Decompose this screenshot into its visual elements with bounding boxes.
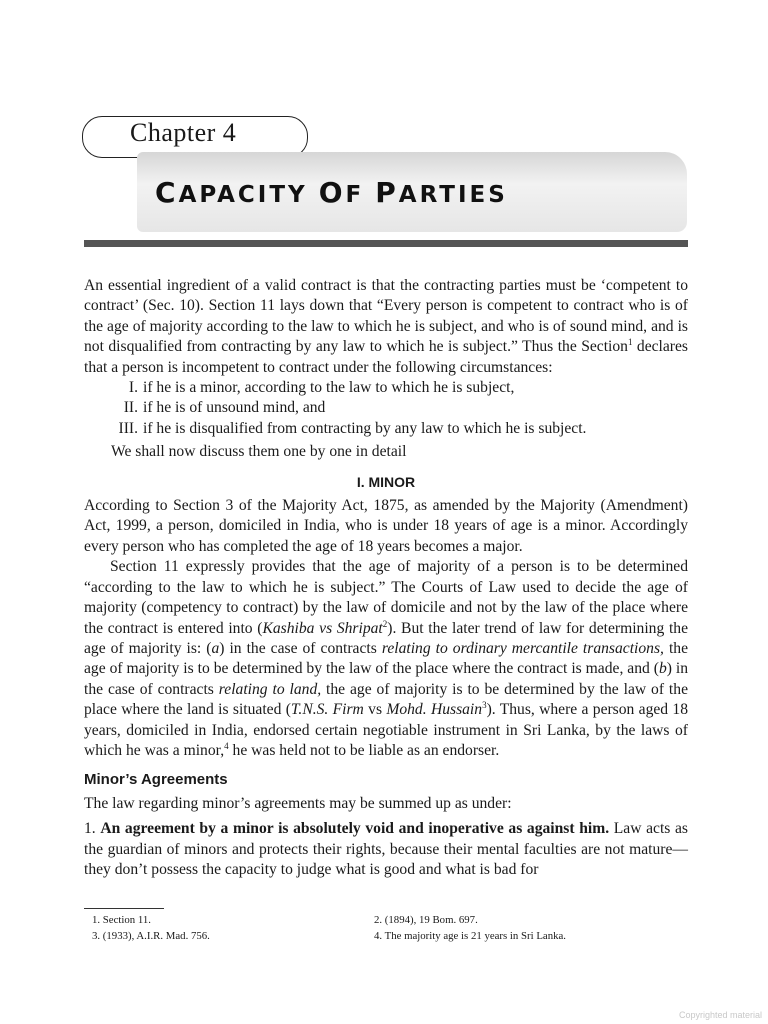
title-rest: APACITY [178,182,308,208]
footnote-ref: 1 [627,337,633,348]
chapter-title [155,176,508,209]
title-initial: O [318,176,346,209]
section-heading-minor: I. MINOR [356,473,416,490]
paragraph-text: Section 11 expressly provides that the age of majority of a person is to be determined “according to the law to which he is subject.” The Courts of Law used to decide the age of majority (competency to contract) by the law of domicile and not by the law of the place where the contract is entered into ( [84,558,688,637]
paragraph-text: the age of majority is to be determined by the law of the place where the contract is made, and ( [84,639,689,678]
case-citation: Mohd. Hussain [386,701,483,719]
point-text: Law acts as the guardian of minors and protects their rights, because their mental faculties are not mature—they don’t possess the capacity to judge what is good and what is bad for [84,820,688,878]
closing-line: We shall now discuss them one by one in detail [111,443,407,461]
clause-letter: a [211,639,220,657]
header-rule [84,240,688,247]
copyright-watermark: Copyrighted material [678,1010,762,1020]
footnote-ref: 3 [482,699,487,710]
list-item-number: I. [128,379,138,397]
list-item [84,419,688,439]
circumstances-list [84,378,688,439]
minor-paragraph-2 [84,557,688,761]
footnote-2: 2. (1894), 19 Bom. 697. [374,914,478,926]
paragraph-text: he was held not to be liable as an endorser. [228,741,500,759]
subheading-minors-agreements: Minor’s Agreements [84,771,228,789]
list-item-number: III. [118,419,138,437]
footnote-3: 3. (1933), A.I.R. Mad. 756. [92,930,210,942]
list-item [84,378,688,398]
clause-letter: b [658,660,667,678]
point-heading: An agreement by a minor is absolutely void and inoperative as against him. [100,820,610,838]
list-item-text: if he is a minor, according to the law to which he is subject, [143,379,515,397]
paragraph-text: ) in the case of contracts [219,639,382,657]
paragraph-text: ) in the case of contracts [84,660,688,698]
title-rest: ARTIES [398,182,508,208]
footnote-ref: 4 [224,740,229,751]
title-initial: P [375,176,399,209]
case-citation: T.N.S. Firm [290,701,364,719]
list-item-text: if he is disqualified from contracting by any law to which he is subject. [143,419,587,437]
footnote-ref: 2 [382,618,388,629]
intro-text: An essential ingredient of a valid contract is that the contracting parties must be ‘competent to contract’ (Sec. 10). Section 11 lays down that “Every person is competent to contract who is of the age of majority according to the law to which he is subject, and who is of sound mind, and is not disqualified from contracting by any law to which he is subject.” Thus the Section [84,277,688,356]
chapter-label: Chapter 4 [130,118,237,147]
emphasis-text: relating to land, [218,680,322,698]
case-citation: Kashiba vs Shripat [262,619,383,637]
list-item-number: II. [123,399,138,417]
intro-text: declares that a person is incompetent to contract under the following circumstances: [84,338,688,376]
footnote-rule [84,908,164,909]
footnote-4: 4. The majority age is 21 years in Sri Lanka. [374,930,566,942]
agreements-intro: The law regarding minor’s agreements may be summed up as under: [84,794,512,812]
paragraph-text: vs [363,701,387,719]
title-initial: C [155,176,179,209]
footnote-1: 1. Section 11. [92,914,151,926]
page-body [84,276,688,880]
paragraph-text: ). But the later trend of law for determining the age of majority is: ( [84,619,688,657]
minor-paragraph-1: According to Section 3 of the Majority Act, 1875, as amended by the Majority (Amendment) Act, 1999, a person, domiciled in India, who is under 18 years of age is a minor. Accordingly every person who has completed the age of 18 years becomes a major. [84,497,688,555]
emphasis-text: relating to ordinary mercantile transactions, [381,639,664,657]
list-item-text: if he is of unsound mind, and [143,399,326,417]
intro-paragraph [84,276,688,378]
point-number: 1. [84,820,101,838]
paragraph-text: ). Thus, where a person aged 18 years, domiciled in India, endorsed certain negotiable instrument in Sri Lanka, by the laws of which he was a minor, [84,701,689,759]
title-rest: F [345,182,365,208]
agreement-point-1 [84,819,688,880]
paragraph-text: the age of majority is to be determined by the law of the place where the land is situated ( [84,680,688,719]
footnotes [92,912,652,944]
list-item [84,398,688,418]
